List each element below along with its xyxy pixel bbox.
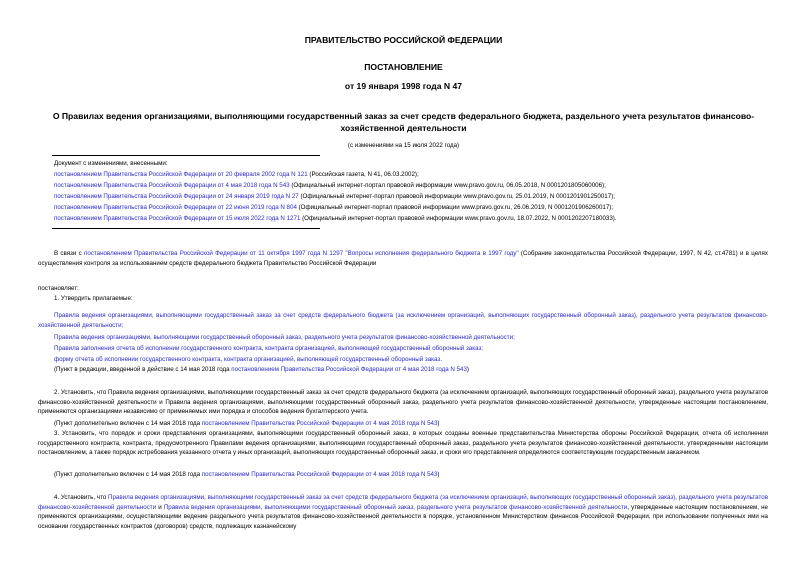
item1-text: 1. Утвердить прилагаемые: <box>54 295 133 302</box>
amendment-item: постановлением Правительства Российской Федерации от 4 мая 2018 года N 543 (Официальный интернет-портал правовой информации www.pravo.gov.ru, 06.05.2018, N 0001201805060006); <box>54 182 606 189</box>
amendments-top-rule <box>52 155 320 156</box>
document-title: О Правилах ведения организациями, выполняющими государственный заказ за счет средств федерального бюджета, раздельного учета результатов финансово-хозяйственной деятельности <box>52 111 755 133</box>
amendment-link[interactable]: постановлением Правительства Российской Федерации от 4 мая 2018 года N 543 <box>54 182 290 189</box>
amendment-link[interactable]: постановлением Правительства Российской Федерации от 22 июня 2019 года N 804 <box>54 204 297 211</box>
item3-revision-note: (Пункт дополнительно включен с 14 мая 2018 года постановлением Правительства Российской Федерации от 4 мая 2018 года N 543) <box>54 471 440 478</box>
amendment-link[interactable]: постановлением Правительства Российской Федерации от 20 февраля 2002 года N 121 <box>54 171 308 178</box>
item1-link-line <box>54 345 483 353</box>
amendment-item: постановлением Правительства Российской Федерации от 22 июня 2019 года N 804 (Официальный интернет-портал правовой информации www.pravo.gov.ru, 26.06.2019, N 0001201906260017); <box>54 204 614 211</box>
document-date: от 19 января 1998 года N 47 <box>344 81 463 91</box>
amendments-bottom-rule <box>52 228 320 229</box>
preamble-link[interactable]: постановлением Правительства Российской Федерации от 11 октября 1997 года N 1297 "Вопросы исполнения федерального бюджета в 1997 году" <box>83 250 519 257</box>
preamble-paragraph: В связи с постановлением Правительства Российской Федерации от 11 октября 1997 года N 1297 "Вопросы исполнения федерального бюджета в 1997 году" (Собрание законодательства Российской Федерации, 1997, N 42, ст.4781) и в целях осуществления контроля за использованием средств федерального бюджета Правительство Российской Федерации <box>38 250 768 267</box>
rules-link-defense[interactable]: Правила ведения организациями, выполняющими государственный оборонный заказ, раздельного учета результатов финансово-хозяйственной деятельности; <box>54 334 515 341</box>
amendment-link[interactable]: постановлением Правительства Российской Федерации от 15 июля 2022 года N 1271 <box>54 215 301 222</box>
item2-revision-note: (Пункт дополнительно включен с 14 мая 2018 года постановлением Правительства Российской Федерации от 4 мая 2018 года N 543) <box>54 420 440 427</box>
item4-paragraph: 4. Установить, что Правила ведения организациями, выполняющими государственный заказ за счет средств федерального бюджета (за исключением организаций, выполняющих государственный оборонный заказ), раздельного учета результатов финансово-хозяйственной деятельности и Правила ведения организациями, выполняющими государственный оборонный заказ, раздельного учета результатов финансово-хозяйственной деятельности, утвержденные настоящим постановлением, не применяются организациями, осуществляющими ведение раздельного учета результатов финансово-хозяйственной деятельности в порядке, установленном Министерством финансов Российской Федерации, при использовании полученных ими на основании государственных контрактов (договоров) средств, подлежащих казначейскому <box>38 494 768 531</box>
rules-link-defense[interactable]: Правила ведения организациями, выполняющими государственный оборонный заказ, раздельного учета результатов финансово-хозяйственной деятельности <box>163 503 628 511</box>
report-form-link[interactable]: форму отчета об исполнении государственного контракта, контракта организацией, выполняющей государственный оборонный заказ. <box>54 356 442 363</box>
item1-link-line <box>54 356 442 364</box>
amendment-link[interactable]: постановлением Правительства Российской Федерации от 24 января 2019 года N 27 <box>54 193 299 200</box>
item1-link-paragraph <box>38 311 768 330</box>
revision-link[interactable]: постановлением Правительства Российской Федерации от 4 мая 2018 года N 543 <box>231 366 467 373</box>
decides-line: постановляет: <box>38 285 79 292</box>
item3-paragraph: 3. Установить, что порядок и сроки представления организациями, выполняющими государственный оборонный заказ, в которых созданы военные представительства Министерства обороны Российской Федерации, отчета об исполнении государственного контракта, контракта, предусмотренного Правилами ведения организациями, выполняющими государственный оборонный заказ, раздельного учета результатов финансово-хозяйственной деятельности, утвержденными настоящим постановлением, а также порядок истребования указанного отчета у иных организаций, выполняющих государственный оборонный заказ, и сроки его представления определяются соответствующим государственным заказчиком. <box>38 430 768 457</box>
edition-note: (с изменениями на 15 июля 2022 года) <box>347 142 460 149</box>
amendment-item: постановлением Правительства Российской Федерации от 15 июля 2022 года N 1271 (Официальный интернет-портал правовой информации www.pravo.gov.ru, 18.07.2022, N 0001202207180033). <box>54 215 617 222</box>
amendment-item: постановлением Правительства Российской Федерации от 24 января 2019 года N 27 (Официальный интернет-портал правовой информации www.pravo.gov.ru, 25.01.2019, N 0001201901250017); <box>54 193 615 200</box>
item1-revision-note: (Пункт в редакции, введенной в действие с 14 мая 2018 года постановлением Правительства Российской Федерации от 4 мая 2018 года N 543) <box>54 366 469 373</box>
revision-link[interactable]: постановлением Правительства Российской Федерации от 4 мая 2018 года N 543 <box>201 471 438 478</box>
rules-link-report-fill[interactable]: Правила заполнения отчета об исполнении государственного контракта, контракта организацией, выполняющей государственный оборонный заказ; <box>54 345 484 352</box>
rules-link-general[interactable]: Правила ведения организациями, выполняющими государственный заказ за счет средств федерального бюджета (за исключением организаций, выполняющих государственный оборонный заказ), раздельного учета результатов финансово-хозяйственной деятельности; <box>38 312 768 329</box>
amendments-intro: Документ с изменениями, внесенными: <box>54 160 168 167</box>
government-heading: ПРАВИТЕЛЬСТВО РОССИЙСКОЙ ФЕДЕРАЦИИ <box>304 35 503 45</box>
rules-link-general[interactable]: Правила ведения организациями, выполняющими государственный заказ за счет средств федерального бюджета (за исключением организаций, выполняющих государственный оборонный заказ), раздельного учета результатов финансово-хозяйственной деятельности <box>38 494 768 511</box>
item2-paragraph: 2. Установить, что Правила ведения организациями, выполняющими государственный заказ за счет средств федерального бюджета (за исключением организаций, выполняющих государственный оборонный заказ), раздельного учета результатов финансово-хозяйственной деятельности и Правила ведения организациями, выполняющими государственный оборонный заказ, раздельного учета результатов финансово-хозяйственной деятельности, утвержденные настоящим постановлением, применяются организациями независимо от применяемых ими порядка и способов ведения бухгалтерского учета. <box>38 389 768 416</box>
revision-link[interactable]: постановлением Правительства Российской Федерации от 4 мая 2018 года N 543 <box>201 420 438 427</box>
item1-link-line <box>54 334 515 342</box>
document-type: ПОСТАНОВЛЕНИЕ <box>364 62 443 72</box>
amendment-item: постановлением Правительства Российской Федерации от 20 февраля 2002 года N 121 (Российская газета, N 41, 06.03.2002); <box>54 171 419 178</box>
